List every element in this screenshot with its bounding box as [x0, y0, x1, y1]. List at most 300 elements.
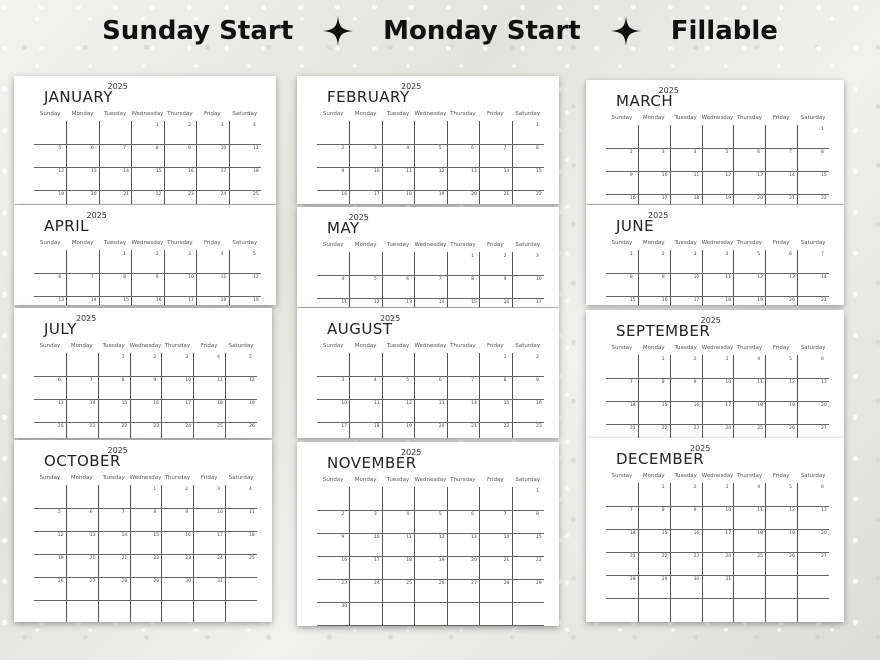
day-number[interactable]: 20	[821, 531, 827, 536]
day-number[interactable]: 6	[58, 275, 62, 280]
day-number[interactable]: 7	[123, 146, 127, 151]
day-number[interactable]: 9	[155, 275, 159, 280]
day-number[interactable]: 4	[757, 485, 761, 490]
day-number[interactable]: 8	[471, 277, 475, 282]
day-number[interactable]: 18	[725, 298, 732, 303]
day-number[interactable]: 21	[629, 554, 636, 559]
day-number[interactable]: 17	[185, 401, 192, 406]
day-number[interactable]: 28	[629, 577, 636, 582]
day-number[interactable]: 18	[693, 196, 700, 201]
day-number[interactable]: 5	[789, 485, 793, 490]
day-number[interactable]: 14	[121, 533, 128, 538]
day-number[interactable]: 21	[821, 298, 827, 303]
day-number[interactable]: 19	[725, 196, 732, 201]
day-number[interactable]: 12	[438, 535, 445, 540]
day-number[interactable]: 16	[341, 558, 348, 563]
day-number[interactable]: 2	[153, 355, 157, 360]
day-number[interactable]: 17	[220, 169, 227, 174]
day-number[interactable]: 18	[406, 558, 413, 563]
day-number[interactable]: 10	[373, 535, 380, 540]
day-number[interactable]: 8	[153, 510, 157, 515]
day-number[interactable]: 31	[217, 579, 223, 584]
day-number[interactable]: 16	[155, 298, 162, 303]
day-number[interactable]: 2	[341, 146, 345, 151]
day-number[interactable]: 17	[725, 403, 732, 408]
day-number[interactable]: 7	[90, 275, 94, 280]
day-number[interactable]: 23	[693, 426, 700, 431]
day-number[interactable]: 14	[821, 275, 827, 280]
day-number[interactable]: 8	[661, 380, 665, 385]
day-number[interactable]: 6	[821, 485, 824, 490]
day-number[interactable]: 20	[57, 424, 64, 429]
day-number[interactable]: 18	[373, 424, 380, 429]
day-number[interactable]: 1	[471, 254, 475, 259]
day-number[interactable]: 22	[536, 558, 542, 563]
day-number[interactable]: 5	[438, 512, 442, 517]
day-number[interactable]: 22	[503, 424, 510, 429]
day-number[interactable]: 14	[789, 173, 795, 178]
day-number[interactable]: 24	[185, 424, 192, 429]
day-number[interactable]: 6	[471, 146, 475, 151]
day-number[interactable]: 20	[90, 192, 97, 197]
day-number[interactable]: 11	[249, 510, 255, 515]
day-number[interactable]: 17	[341, 424, 348, 429]
day-number[interactable]: 10	[536, 277, 542, 282]
day-number[interactable]: 16	[661, 298, 668, 303]
day-number[interactable]: 10	[693, 275, 700, 280]
day-number[interactable]: 1	[503, 355, 507, 360]
day-number[interactable]: 1	[121, 355, 125, 360]
day-number[interactable]: 6	[821, 357, 824, 362]
day-number[interactable]: 7	[89, 378, 93, 383]
day-number[interactable]: 1	[821, 127, 824, 132]
day-number[interactable]: 14	[438, 300, 445, 305]
day-number[interactable]: 10	[725, 380, 732, 385]
day-number[interactable]: 5	[789, 357, 793, 362]
day-number[interactable]: 25	[757, 426, 764, 431]
day-number[interactable]: 5	[757, 252, 761, 257]
day-number[interactable]: 14	[629, 403, 636, 408]
day-number[interactable]: 11	[217, 378, 223, 383]
day-number[interactable]: 19	[789, 531, 795, 536]
day-number[interactable]: 18	[249, 533, 255, 538]
day-number[interactable]: 10	[661, 173, 668, 178]
day-number[interactable]: 19	[58, 192, 65, 197]
day-number[interactable]: 23	[341, 581, 348, 586]
day-number[interactable]: 3	[220, 123, 224, 128]
day-number[interactable]: 15	[153, 533, 160, 538]
day-number[interactable]: 9	[341, 169, 345, 174]
day-number[interactable]: 13	[471, 169, 477, 174]
day-number[interactable]: 18	[220, 298, 227, 303]
day-number[interactable]: 7	[629, 508, 633, 513]
day-number[interactable]: 21	[471, 424, 477, 429]
day-number[interactable]: 11	[406, 535, 413, 540]
day-number[interactable]: 25	[253, 192, 259, 197]
day-number[interactable]: 11	[220, 275, 227, 280]
day-number[interactable]: 22	[153, 556, 160, 561]
day-number[interactable]: 7	[629, 380, 633, 385]
day-number[interactable]: 29	[536, 581, 542, 586]
day-number[interactable]: 2	[503, 254, 507, 259]
day-number[interactable]: 12	[249, 378, 255, 383]
day-number[interactable]: 15	[536, 169, 542, 174]
day-number[interactable]: 12	[406, 401, 413, 406]
day-number[interactable]: 14	[503, 535, 510, 540]
day-number[interactable]: 5	[249, 355, 252, 360]
weekday-label: Saturday	[515, 242, 541, 248]
day-number[interactable]: 5	[373, 277, 377, 282]
day-number[interactable]: 8	[661, 508, 665, 513]
day-number[interactable]: 15	[661, 531, 668, 536]
day-number[interactable]: 9	[503, 277, 507, 282]
day-number[interactable]: 6	[789, 252, 793, 257]
day-number[interactable]: 21	[629, 426, 636, 431]
day-number[interactable]: 7	[503, 146, 507, 151]
day-number[interactable]: 9	[341, 535, 345, 540]
day-number[interactable]: 9	[629, 173, 633, 178]
day-number[interactable]: 13	[90, 169, 97, 174]
day-number[interactable]: 16	[629, 196, 636, 201]
day-number[interactable]: 17	[536, 300, 542, 305]
day-number[interactable]: 14	[471, 401, 477, 406]
day-number[interactable]: 13	[57, 401, 64, 406]
day-number[interactable]: 21	[121, 556, 128, 561]
grid-row-line	[606, 171, 829, 172]
day-number[interactable]: 4	[220, 252, 224, 257]
day-number[interactable]: 1	[536, 489, 539, 494]
day-number[interactable]: 6	[406, 277, 410, 282]
day-number[interactable]: 20	[789, 298, 795, 303]
day-number[interactable]: 10	[341, 401, 348, 406]
day-number[interactable]: 6	[471, 512, 475, 517]
day-number[interactable]: 2	[693, 485, 697, 490]
day-number[interactable]: 4	[693, 150, 697, 155]
day-number[interactable]: 20	[89, 556, 96, 561]
day-number[interactable]: 15	[821, 173, 827, 178]
day-number[interactable]: 9	[693, 380, 697, 385]
day-number[interactable]: 13	[821, 508, 827, 513]
day-number[interactable]: 1	[123, 252, 127, 257]
day-number[interactable]: 13	[89, 533, 96, 538]
day-number[interactable]: 17	[217, 533, 223, 538]
day-number[interactable]: 13	[757, 173, 764, 178]
day-number[interactable]: 26	[789, 426, 795, 431]
day-number[interactable]: 2	[341, 512, 345, 517]
day-number[interactable]: 20	[471, 192, 477, 197]
day-number[interactable]: 6	[57, 378, 61, 383]
day-number[interactable]: 2	[693, 357, 697, 362]
day-number[interactable]: 19	[757, 298, 764, 303]
day-number[interactable]: 23	[188, 192, 194, 197]
day-number[interactable]: 21	[503, 558, 510, 563]
day-number[interactable]: 22	[536, 192, 542, 197]
day-number[interactable]: 15	[503, 401, 510, 406]
day-number[interactable]: 17	[725, 531, 732, 536]
day-number[interactable]: 27	[89, 579, 96, 584]
day-number[interactable]: 22	[661, 554, 668, 559]
day-number[interactable]: 11	[757, 508, 764, 513]
day-number[interactable]: 12	[57, 533, 64, 538]
day-number[interactable]: 16	[153, 401, 160, 406]
day-number[interactable]: 3	[188, 252, 192, 257]
day-number[interactable]: 14	[89, 401, 96, 406]
day-number[interactable]: 18	[217, 401, 223, 406]
day-number[interactable]: 11	[373, 401, 380, 406]
day-number[interactable]: 14	[123, 169, 130, 174]
day-number[interactable]: 10	[725, 508, 732, 513]
day-number[interactable]: 17	[373, 558, 380, 563]
day-number[interactable]: 7	[503, 512, 507, 517]
day-number[interactable]: 24	[220, 192, 227, 197]
day-number[interactable]: 4	[406, 146, 410, 151]
day-number[interactable]: 3	[536, 254, 539, 259]
day-number[interactable]: 7	[438, 277, 442, 282]
day-number[interactable]: 26	[57, 579, 64, 584]
day-number[interactable]: 26	[789, 554, 795, 559]
day-number[interactable]: 25	[406, 581, 413, 586]
day-number[interactable]: 13	[58, 298, 65, 303]
day-number[interactable]: 9	[661, 275, 665, 280]
day-number[interactable]: 16	[503, 300, 510, 305]
day-number[interactable]: 2	[536, 355, 539, 360]
day-number[interactable]: 22	[661, 426, 668, 431]
day-number[interactable]: 8	[503, 378, 507, 383]
day-number[interactable]: 18	[406, 192, 413, 197]
day-number[interactable]: 1	[661, 357, 665, 362]
day-number[interactable]: 17	[693, 298, 700, 303]
day-number[interactable]: 11	[757, 380, 764, 385]
day-number[interactable]: 30	[341, 604, 348, 609]
day-number[interactable]: 6	[89, 510, 93, 515]
day-number[interactable]: 12	[438, 169, 445, 174]
day-number[interactable]: 15	[155, 169, 162, 174]
day-number[interactable]: 15	[629, 298, 636, 303]
day-number[interactable]: 19	[57, 556, 64, 561]
day-number[interactable]: 4	[249, 487, 252, 492]
day-number[interactable]: 3	[661, 150, 665, 155]
day-number[interactable]: 27	[821, 554, 827, 559]
day-number[interactable]: 3	[373, 146, 377, 151]
day-number[interactable]: 1	[629, 252, 633, 257]
day-number[interactable]: 8	[121, 378, 125, 383]
day-number[interactable]: 18	[757, 531, 764, 536]
day-number[interactable]: 11	[341, 300, 348, 305]
day-number[interactable]: 19	[438, 558, 445, 563]
day-number[interactable]: 2	[188, 123, 192, 128]
day-number[interactable]: 4	[253, 123, 256, 128]
day-number[interactable]: 5	[725, 150, 729, 155]
day-number[interactable]: 12	[725, 173, 732, 178]
day-number[interactable]: 4	[217, 355, 221, 360]
day-number[interactable]: 3	[693, 252, 697, 257]
day-number[interactable]: 3	[217, 487, 221, 492]
day-number[interactable]: 1	[536, 123, 539, 128]
day-number[interactable]: 25	[217, 424, 223, 429]
day-number[interactable]: 20	[757, 196, 764, 201]
day-number[interactable]: 7	[121, 510, 125, 515]
day-number[interactable]: 6	[757, 150, 761, 155]
day-number[interactable]: 22	[121, 424, 128, 429]
day-number[interactable]: 3	[725, 357, 729, 362]
day-number[interactable]: 13	[471, 535, 477, 540]
day-number[interactable]: 19	[406, 424, 413, 429]
day-number[interactable]: 12	[373, 300, 380, 305]
day-number[interactable]: 24	[725, 554, 732, 559]
day-number[interactable]: 22	[155, 192, 162, 197]
day-number[interactable]: 20	[471, 558, 477, 563]
day-number[interactable]: 3	[725, 485, 729, 490]
day-number[interactable]: 24	[217, 556, 223, 561]
day-number[interactable]: 14	[503, 169, 510, 174]
day-number[interactable]: 27	[821, 426, 827, 431]
day-number[interactable]: 10	[185, 378, 192, 383]
day-number[interactable]: 28	[121, 579, 128, 584]
day-number[interactable]: 8	[629, 275, 633, 280]
day-number[interactable]: 23	[693, 554, 700, 559]
day-number[interactable]: 4	[406, 512, 410, 517]
day-number[interactable]: 21	[503, 192, 510, 197]
day-number[interactable]: 19	[249, 401, 255, 406]
day-number[interactable]: 13	[789, 275, 795, 280]
day-number[interactable]: 12	[757, 275, 764, 280]
day-number[interactable]: 16	[536, 401, 542, 406]
weekday-label: Monday	[354, 343, 377, 349]
day-number[interactable]: 8	[536, 146, 539, 151]
day-number[interactable]: 11	[693, 173, 700, 178]
day-number[interactable]: 17	[661, 196, 668, 201]
day-number[interactable]: 16	[341, 192, 348, 197]
day-number[interactable]: 26	[438, 581, 445, 586]
day-number[interactable]: 19	[438, 192, 445, 197]
day-number[interactable]: 9	[536, 378, 539, 383]
day-number[interactable]: 17	[373, 192, 380, 197]
day-number[interactable]: 19	[253, 298, 259, 303]
day-number[interactable]: 4	[373, 378, 377, 383]
day-number[interactable]: 7	[471, 378, 475, 383]
day-number[interactable]: 16	[188, 169, 194, 174]
day-number[interactable]: 26	[249, 424, 255, 429]
day-number[interactable]: 15	[123, 298, 130, 303]
day-number[interactable]: 23	[536, 424, 542, 429]
day-number[interactable]: 24	[373, 581, 380, 586]
day-number[interactable]: 5	[58, 146, 62, 151]
day-number[interactable]: 19	[789, 403, 795, 408]
day-number[interactable]: 27	[471, 581, 477, 586]
day-number[interactable]: 9	[153, 378, 157, 383]
day-number[interactable]: 7	[821, 252, 824, 257]
day-number[interactable]: 9	[188, 146, 192, 151]
day-number[interactable]: 14	[90, 298, 97, 303]
day-number[interactable]: 1	[661, 485, 665, 490]
day-number[interactable]: 22	[821, 196, 827, 201]
month-name: AUGUST	[327, 320, 393, 338]
day-number[interactable]: 25	[249, 556, 255, 561]
day-number[interactable]: 28	[503, 581, 510, 586]
day-number[interactable]: 5	[253, 252, 256, 257]
day-number[interactable]: 3	[185, 355, 189, 360]
day-number[interactable]: 20	[438, 424, 445, 429]
day-number[interactable]: 31	[725, 577, 732, 582]
day-number[interactable]: 30	[693, 577, 700, 582]
day-number[interactable]: 18	[757, 403, 764, 408]
day-number[interactable]: 5	[57, 510, 61, 515]
day-number[interactable]: 7	[789, 150, 793, 155]
day-number[interactable]: 15	[661, 403, 668, 408]
day-number[interactable]: 5	[406, 378, 410, 383]
grid-column-line	[66, 353, 67, 438]
day-number[interactable]: 4	[341, 277, 345, 282]
day-number[interactable]: 15	[536, 535, 542, 540]
day-number[interactable]: 13	[406, 300, 413, 305]
day-number[interactable]: 9	[693, 508, 697, 513]
day-number[interactable]: 12	[789, 508, 795, 513]
day-number[interactable]: 8	[536, 512, 539, 517]
day-number[interactable]: 2	[185, 487, 189, 492]
day-number[interactable]: 9	[185, 510, 189, 515]
day-number[interactable]: 3	[373, 512, 377, 517]
day-number[interactable]: 4	[725, 252, 729, 257]
day-number[interactable]: 3	[341, 378, 345, 383]
day-number[interactable]: 10	[220, 146, 227, 151]
day-number[interactable]: 6	[90, 146, 94, 151]
day-number[interactable]: 1	[153, 487, 157, 492]
day-number[interactable]: 16	[185, 533, 192, 538]
day-number[interactable]: 29	[153, 579, 160, 584]
day-number[interactable]: 25	[757, 554, 764, 559]
grid-row-line	[317, 144, 544, 145]
day-number[interactable]: 12	[58, 169, 65, 174]
day-number[interactable]: 15	[121, 401, 128, 406]
day-number[interactable]: 2	[661, 252, 665, 257]
day-number[interactable]: 8	[155, 146, 159, 151]
day-number[interactable]: 2	[155, 252, 159, 257]
day-number[interactable]: 6	[438, 378, 442, 383]
day-number[interactable]: 30	[185, 579, 192, 584]
day-number[interactable]: 29	[661, 577, 668, 582]
day-number[interactable]: 15	[471, 300, 477, 305]
day-number[interactable]: 10	[373, 169, 380, 174]
day-number[interactable]: 8	[123, 275, 127, 280]
day-number[interactable]: 10	[188, 275, 194, 280]
day-number[interactable]: 4	[757, 357, 761, 362]
day-number[interactable]: 14	[629, 531, 636, 536]
day-number[interactable]: 5	[438, 146, 442, 151]
day-number[interactable]: 11	[725, 275, 732, 280]
day-number[interactable]: 24	[725, 426, 732, 431]
day-number[interactable]: 16	[693, 403, 700, 408]
day-number[interactable]: 10	[217, 510, 223, 515]
day-number[interactable]: 2	[629, 150, 633, 155]
day-number[interactable]: 23	[153, 424, 160, 429]
day-number[interactable]: 20	[821, 403, 827, 408]
day-number[interactable]: 8	[821, 150, 824, 155]
day-number[interactable]: 17	[188, 298, 194, 303]
day-number[interactable]: 21	[89, 424, 96, 429]
day-number[interactable]: 13	[438, 401, 445, 406]
day-number[interactable]: 21	[123, 192, 130, 197]
day-number[interactable]: 12	[789, 380, 795, 385]
day-number[interactable]: 16	[693, 531, 700, 536]
day-number[interactable]: 18	[253, 169, 259, 174]
day-number[interactable]: 1	[155, 123, 159, 128]
day-number[interactable]: 23	[185, 556, 192, 561]
day-number[interactable]: 12	[253, 275, 259, 280]
day-number[interactable]: 21	[789, 196, 795, 201]
day-number[interactable]: 11	[253, 146, 259, 151]
day-number[interactable]: 13	[821, 380, 827, 385]
day-number[interactable]: 11	[406, 169, 413, 174]
